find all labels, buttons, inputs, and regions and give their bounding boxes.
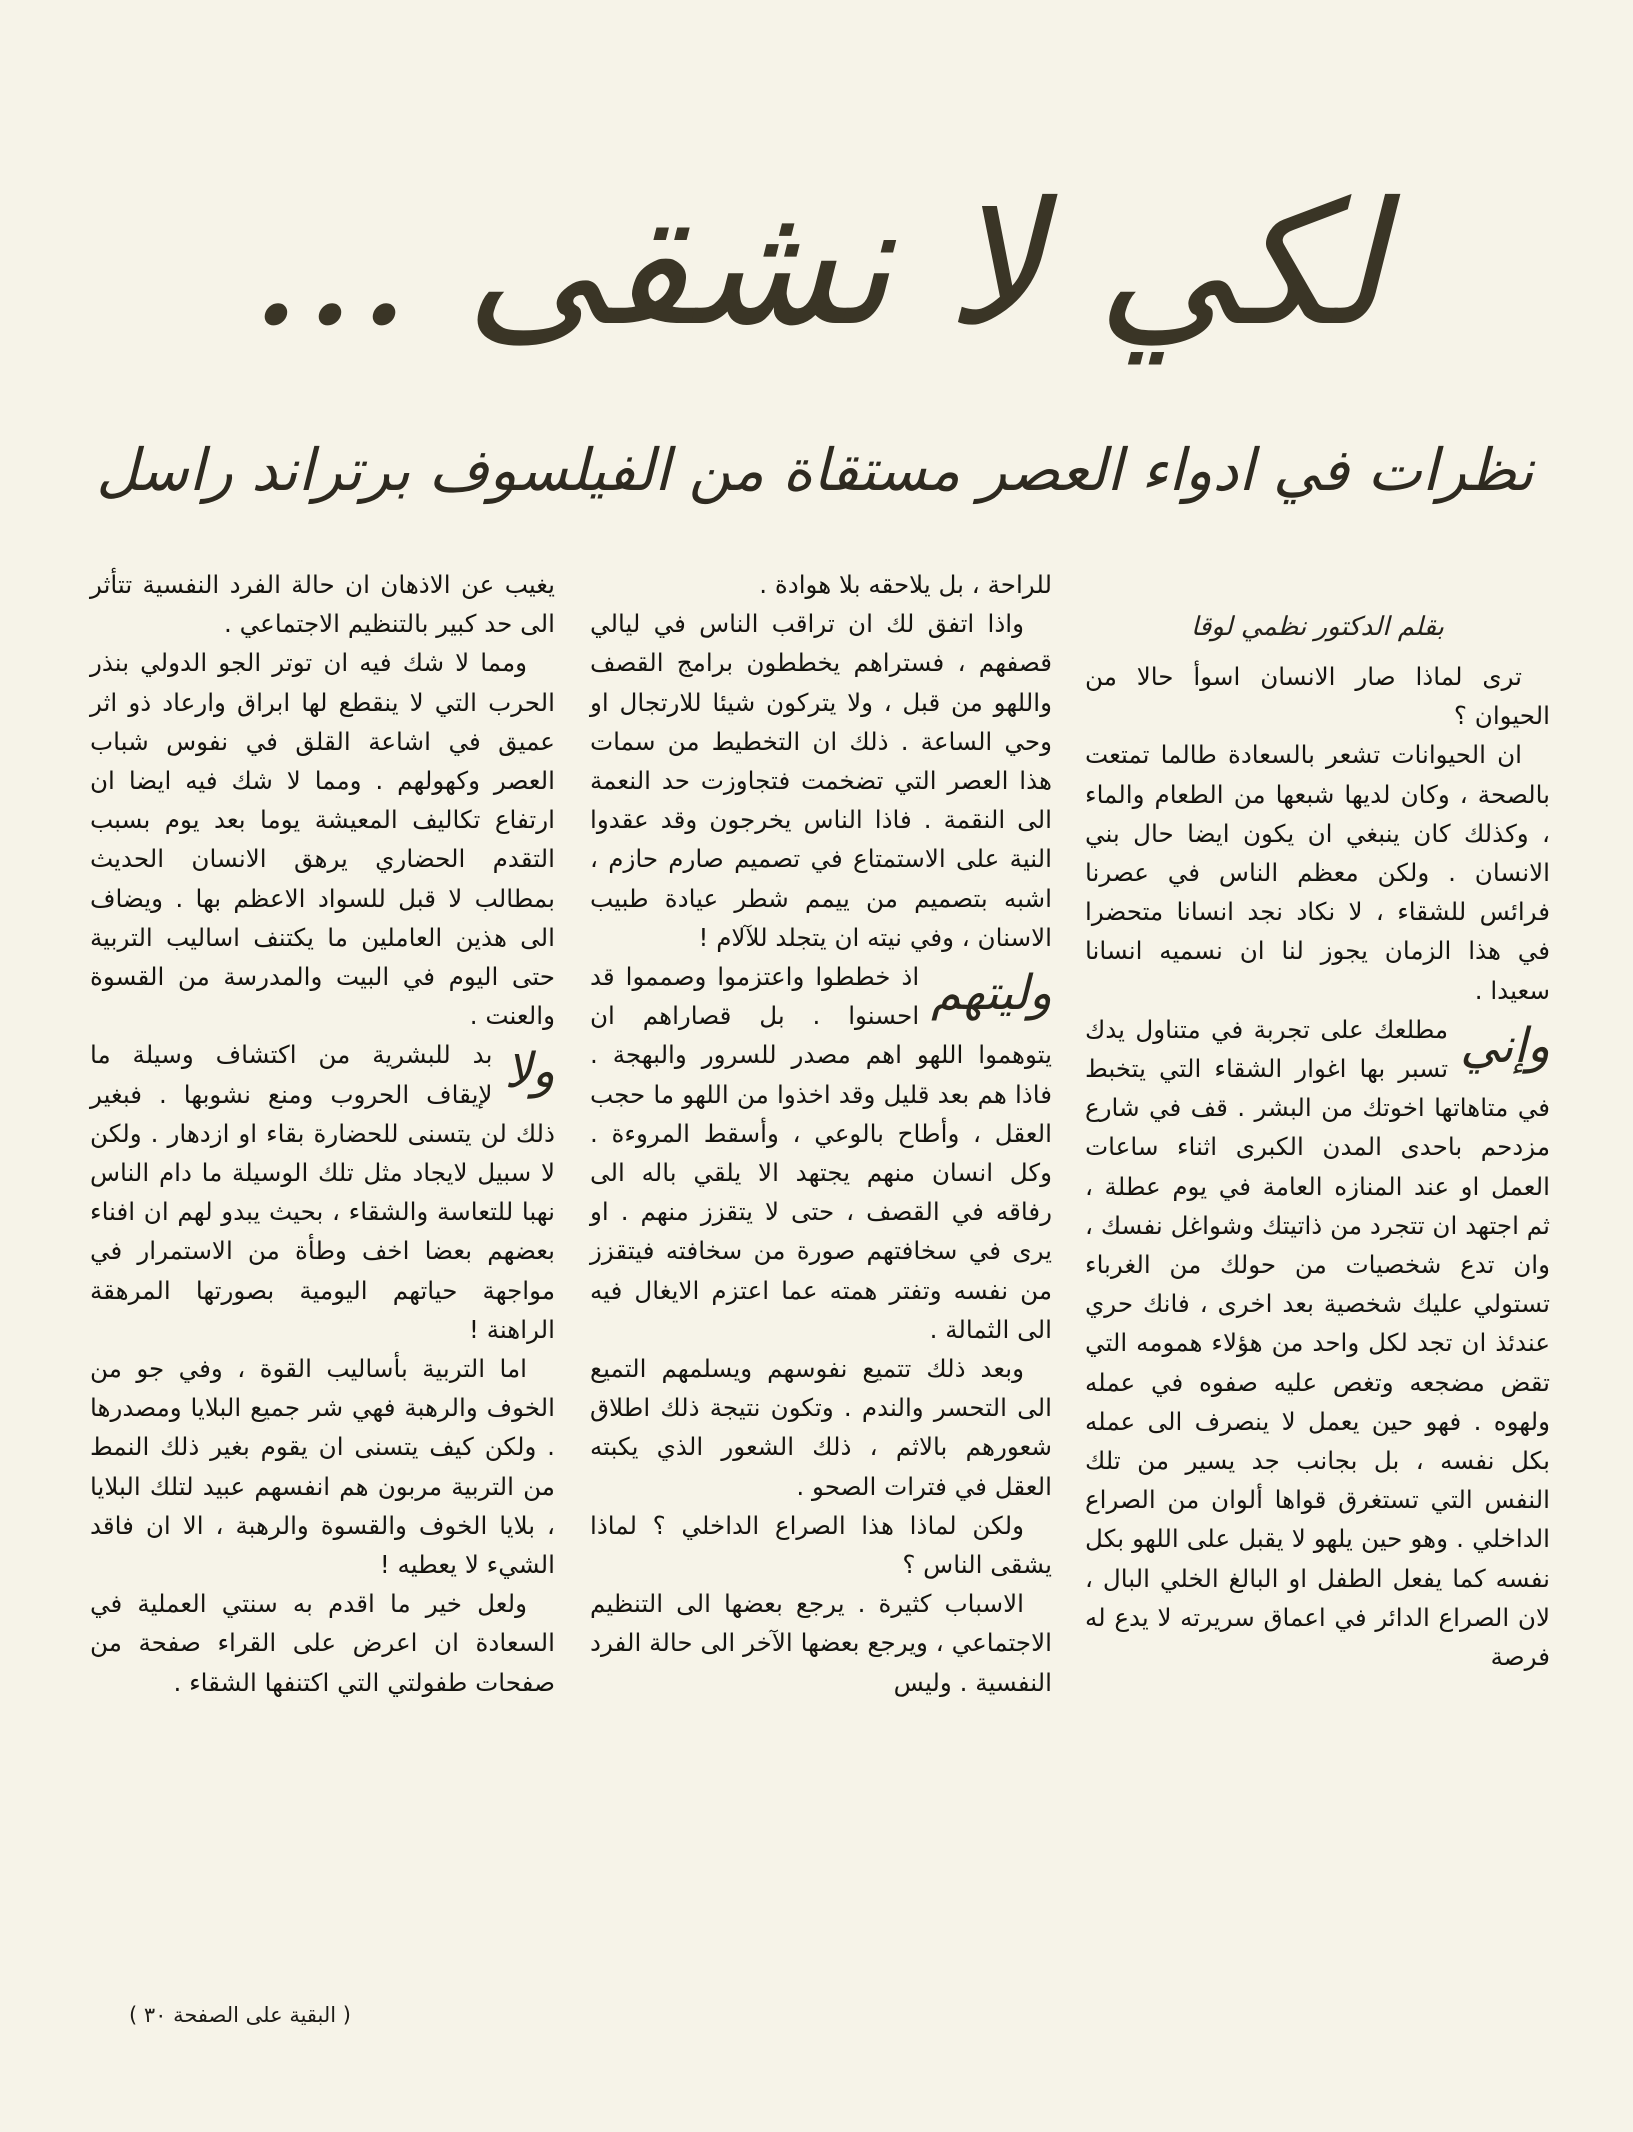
article-subtitle: نظرات في ادواء العصر مستقاة من الفيلسوف برتراند راسل xyxy=(96,436,1534,504)
lead-paragraph xyxy=(90,1035,555,1349)
paragraph-text: مطلعك على تجربة في متناول يدك تسبر بها اغوار الشقاء التي يتخبط في متاهاتها اخوتك من البشر . قف في شارع مزدحم باحدى المدن الكبرى اثناء ساعات العمل او عند المنازه العامة في يوم عطلة ، ثم اجتهد ان تتجرد من ذاتيتك وشواغل نفسك ، وان تدع شخصيات من حولك من الغرباء تستولي عليك شخصية بعد اخرى ، فانك حري عندئذ ان تجد لكل واحد من هؤلاء همومه التي تقض مضجعه وتغص عليه صفوه في عمله ولهوه . فهو حين يعمل لا ينصرف الى عمله بكل نفسه ، بل بجانب جد يسير من تلك النفس التي تستغرق قواها ألوان من الصراع الداخلي . وهو حين يلهو لا يقبل على اللهو بكل نفسه كما يفعل الطفل او البالغ الخلي البال ، لان الصراع الدائر في اعماق سريرته لا يدع له فرصة xyxy=(1085,1014,1550,1672)
lead-word: وليتهم xyxy=(931,965,1052,1022)
author-byline: بقلم الدكتور نظمي لوقا xyxy=(1190,612,1445,642)
paragraph-text: اذ خططوا واعتزموا وصمموا قد احسنوا . بل قصاراهم ان يتوهموا اللهو اهم مصدر للسرور والبهجة . فاذا هم بعد قليل وقد اخذوا من اللهو ما حجب العقل ، وأطاح بالوعي ، وأسقط المروءة . وكل انسان منهم يجتهد الا يلقي باله الى رفاقه في القصف ، حتى لا يتقزز منهم . او يرى في سخافتهم صورة من سخافته فيتقزز من نفسه وتفتر همته عما اعتزم الايغال فيه الى الثمالة . xyxy=(590,962,1052,1344)
column-left xyxy=(90,565,555,1702)
article-headline: لكي لا نشقى ... xyxy=(248,166,1385,364)
lead-word: وإني xyxy=(1460,1017,1550,1074)
paragraph: واذا اتفق لك ان تراقب الناس في ليالي قصفهم ، فستراهم يخططون برامج القصف واللهو من قبل ، ولا يتركون شيئا للارتجال او وحي الساعة . ذلك ان التخطيط من سمات هذا العصر التي تضخمت فتجاوزت حد النعمة الى النقمة . فاذا الناس يخرجون وقد عقدوا النية على الاستمتاع في تصميم صارم حازم ، اشبه بتصميم من ييمم شطر عيادة طبيب الاسنان ، وفي نيته ان يتجلد للآلام ! xyxy=(590,609,1052,952)
paragraph: ولكن لماذا هذا الصراع الداخلي ؟ لماذا يشقى الناس ؟ xyxy=(590,1510,1052,1580)
paragraph: ترى لماذا صار الانسان اسوأ حالا من الحيوان ؟ xyxy=(1085,662,1550,731)
paragraph: الاسباب كثيرة . يرجع بعضها الى التنظيم الاجتماعي ، ويرجع بعضها الآخر الى حالة الفرد النفسية . وليس xyxy=(590,1589,1052,1697)
paragraph: ان الحيوانات تشعر بالسعادة طالما تمتعت بالصحة ، وكان لديها شبعها من الطعام والماء ، وكذلك كان ينبغي ان يكون ايضا حال بني الانسان . ولكن معظم الناس في عصرنا فرائس للشقاء ، لا نكاد نجد انسانا متحضرا في هذا الزمان يجوز لنا ان نسميه انسانا سعيدا . xyxy=(1085,740,1550,1005)
paragraph: ومما لا شك فيه ان توتر الجو الدولي بنذر الحرب التي لا ينقطع لها ابراق وارعاد ذو اثر عميق في اشاعة القلق في نفوس شباب العصر وكهولهم . ومما لا شك فيه ايضا ان ارتفاع تكاليف المعيشة يوما بعد يوم بسبب التقدم الحضاري يرهق الانسان الحديث بمطالب لا قبل للسواد الاعظم بها . ويضاف الى هذين العاملين ما يكتنف اساليب التربية حتى اليوم في البيت والمدرسة من القسوة والعنت . xyxy=(90,648,555,1031)
column-right xyxy=(1085,565,1550,1676)
continuation-note: ( البقية على الصفحة ٣٠ ) xyxy=(129,2003,351,2027)
column-middle xyxy=(590,565,1052,1702)
lead-paragraph xyxy=(1085,1010,1550,1676)
paragraph: للراحة ، بل يلاحقه بلا هوادة . xyxy=(759,570,1052,599)
paragraph: يغيب عن الاذهان ان حالة الفرد النفسية تتأثر الى حد كبير بالتنظيم الاجتماعي . xyxy=(90,570,555,639)
paragraph: ولعل خير ما اقدم به سنتي العملية في السعادة ان اعرض على القراء صفحة من صفحات طفولتي التي اكتنفها الشقاء . xyxy=(90,1589,555,1697)
lead-word: ولا xyxy=(504,1043,555,1100)
lead-paragraph xyxy=(590,957,1052,1349)
paragraph-text: بد للبشرية من اكتشاف وسيلة ما لإيقاف الحروب ومنع نشوبها . فبغير ذلك لن يتسنى للحضارة بقاء او ازدهار . ولكن لا سبيل لايجاد مثل تلك الوسيلة ما دام الناس نهبا للتعاسة والشقاء ، بحيث يبدو لهم ان افناء بعضهم بعضا اخف وطأة من الاستمرار في مواجهة حياتهم اليومية بصورتها المرهقة الراهنة ! xyxy=(90,1040,555,1344)
paragraph: وبعد ذلك تتميع نفوسهم ويسلمهم التميع الى التحسر والندم . وتكون نتيجة ذلك اطلاق شعورهم بالاثم ، ذلك الشعور الذي يكبته العقل في فترات الصحو . xyxy=(590,1354,1052,1501)
paragraph: اما التربية بأساليب القوة ، وفي جو من الخوف والرهبة فهي شر جميع البلايا ومصدرها . ولكن كيف يتسنى ان يقوم بغير ذلك النمط من التربية مربون هم انفسهم عبيد لتلك البلايا ، بلايا الخوف والقسوة والرهبة ، الا ان فاقد الشيء لا يعطيه ! xyxy=(90,1354,555,1580)
